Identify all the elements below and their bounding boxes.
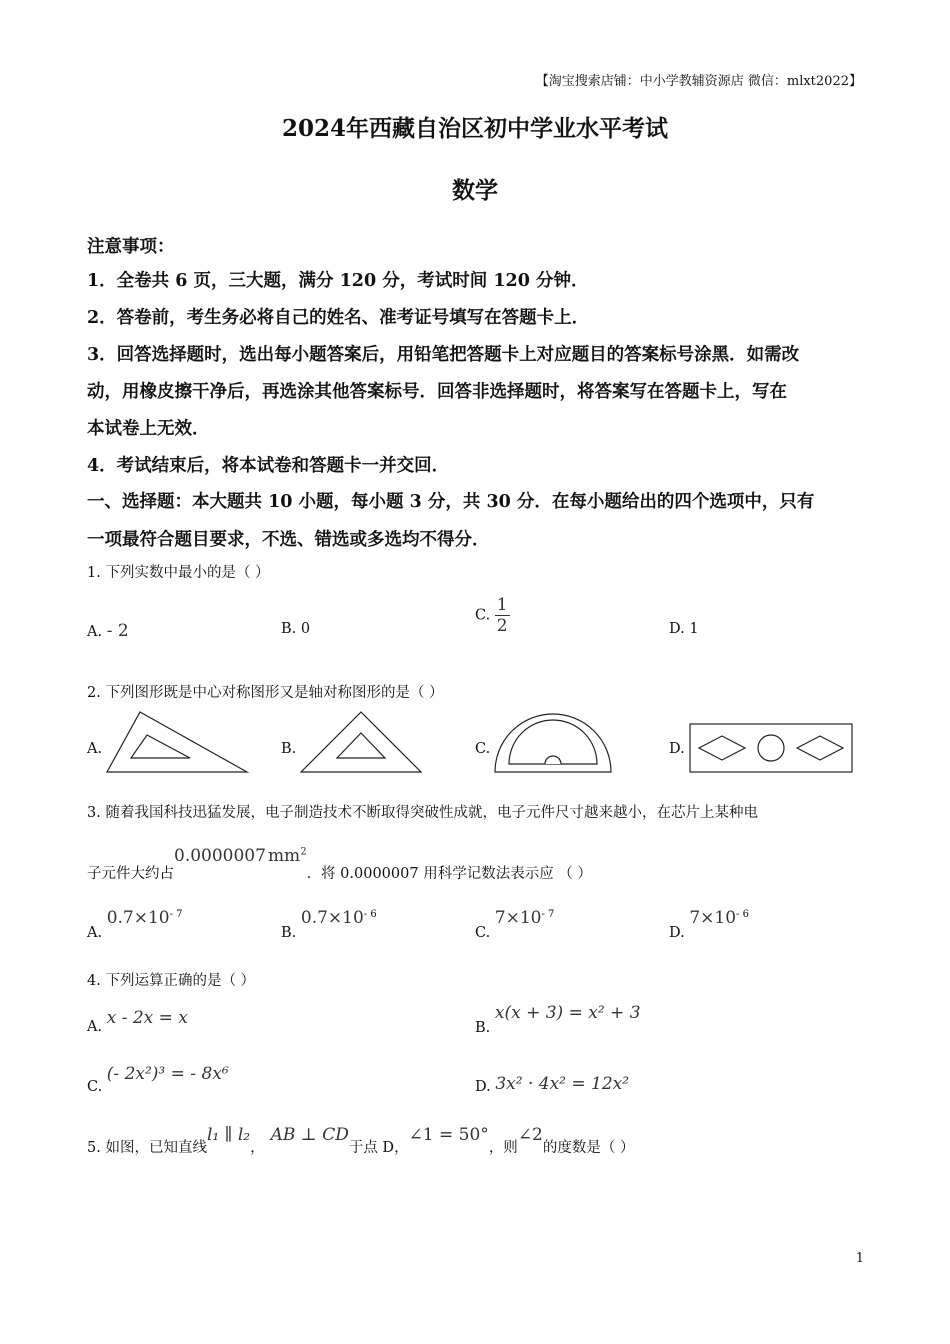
q5-text: 的度数是（ ） [542,1140,635,1156]
q5-text: 5. 如图，已知直线 [87,1140,207,1156]
watermark-text: 【淘宝搜索店铺：中小学教辅资源店 微信：mlxt2022】 [535,74,862,89]
q2-option-d: D. [669,741,685,757]
q2-option-a: A. [87,741,103,757]
option-value: - 2 [106,621,129,641]
sci-exponent: - 6 [736,909,749,921]
sci-base: 0.7×10 [106,908,170,928]
area-value [174,846,307,866]
option-label: C. [475,925,491,941]
sci-base: 7×10 [494,908,542,928]
q5-parallel-expr: l₁ ∥ l₂ [206,1125,251,1145]
q1-option-b: B. 0 [281,621,311,637]
q4-option-b [475,1003,641,1036]
note-line: 4．考试结束后，将本试卷和答题卡一并交回． [87,456,450,476]
exam-title: 2024年西藏自治区初中学业水平考试 [281,115,668,142]
sci-exponent: - 7 [169,909,183,921]
q5-text: ， [250,1140,265,1156]
q3-stem-prefix: 子元件大约占 [87,866,174,882]
option-expression: 3x² · 4x² = 12x² [495,1074,630,1094]
option-label: D. [669,925,685,941]
option-label: C. [87,1079,103,1095]
q2-stem: 2. 下列图形既是中心对称图形又是轴对称图形的是（ ） [87,685,444,701]
q2-option-c: C. [475,741,491,757]
section-heading: 一项最符合题目要求，不选、错选或多选均不得分． [87,530,490,550]
q4-option-a [87,1008,188,1035]
q3-stem-suffix: ．将 0.0000007 用科学记数法表示应 （ ） [306,866,592,882]
option-label: C. [475,607,491,624]
option-label: B. [281,925,297,941]
note-line: 本试卷上无效． [87,419,210,439]
option-label: B. [475,1020,491,1036]
q5-text: ，则 [488,1140,518,1156]
section-heading: 一、选择题：本大题共 10 小题，每小题 3 分，共 30 分．在每小题给出的四个选项中，只有 [87,492,815,512]
note-line: 动，用橡皮擦干净后，再选涂其他答案标号．回答非选择题时，将答案写在答题卡上，写在 [87,382,787,402]
q2-option-b: B. [281,741,297,757]
note-line: 1．全卷共 6 页，三大题，满分 120 分，考试时间 120 分钟． [87,271,589,291]
right-triangle-ruler-figure [105,710,250,775]
q5-text: 于点 D， [348,1140,409,1156]
q3-option-c [475,908,555,941]
option-label: D. [475,1079,491,1095]
option-label: A. [87,1019,103,1035]
notes-header: 注意事项： [87,237,175,257]
area-unit: mm [267,846,301,866]
note-line: 3．回答选择题时，选出每小题答案后，用铅笔把答题卡上对应题目的答案标号涂黑．如需改 [87,345,800,365]
option-expression: x - 2x = x [106,1008,188,1028]
area-exponent: 2 [300,846,307,858]
q4-option-c [87,1064,229,1095]
q3-stem-line1: 3. 随着我国科技迅猛发展，电子制造技术不断取得突破性成就，电子元件尺寸越来越小，在芯片上某种电 [87,805,758,821]
isosceles-triangle-ruler-figure [299,710,424,775]
note-line: 2．答卷前，考生务必将自己的姓名、准考证号填写在答题卡上． [87,308,590,328]
q5-perpendicular-expr: AB ⊥ CD [270,1125,349,1145]
page-number: 1 [855,1251,864,1266]
q1-option-d: D. 1 [669,621,699,637]
q1-stem: 1. 下列实数中最小的是（ ） [87,565,270,581]
q3-stem-line2 [87,845,592,882]
option-label: A. [87,624,103,640]
q4-stem: 4. 下列运算正确的是（ ） [87,973,256,989]
sci-base: 7×10 [689,908,737,928]
fraction [495,595,510,636]
sci-base: 0.7×10 [300,908,364,928]
q3-option-a [87,908,183,941]
option-label: A. [87,925,103,941]
q5-angle2-expr: ∠2 [517,1125,543,1145]
q5-stem [87,1124,635,1156]
q1-option-a [87,621,129,641]
q3-option-d [669,908,749,941]
option-expression: (- 2x²)³ = - 8x⁶ [106,1064,229,1084]
option-expression: x(x + 3) = x² + 3 [494,1003,641,1023]
protractor-figure [493,712,613,774]
q4-option-d [475,1074,629,1094]
q1-option-c [475,595,510,636]
q3-option-b [281,908,377,941]
fraction-numerator: 1 [496,595,508,615]
subject-title: 数学 [452,177,498,204]
rectangle-shapes-figure [689,723,854,773]
sci-exponent: - 7 [541,909,555,921]
q5-angle1-expr: ∠1 = 50° [408,1125,489,1145]
sci-exponent: - 6 [363,909,377,921]
area-number: 0.0000007 [174,846,266,866]
fraction-denominator: 2 [496,616,508,636]
